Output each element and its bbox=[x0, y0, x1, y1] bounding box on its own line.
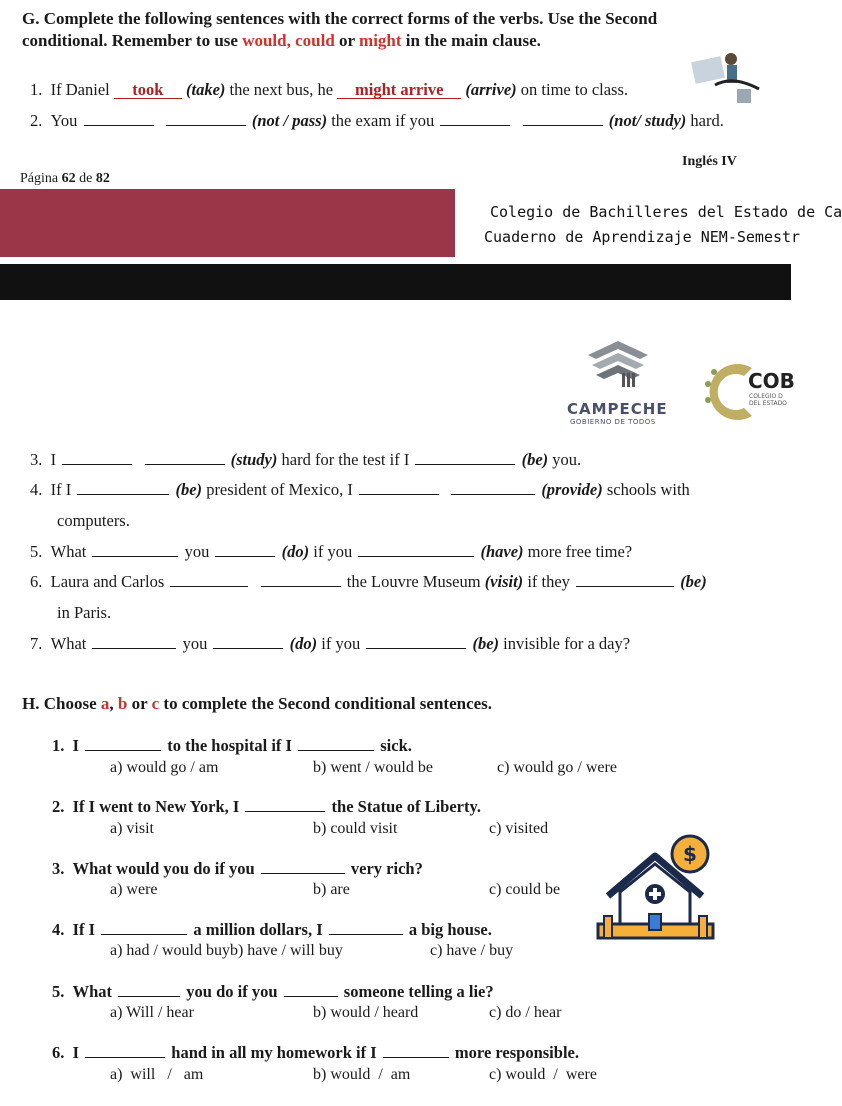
answer-blank[interactable] bbox=[415, 450, 515, 465]
answer-blank[interactable] bbox=[213, 634, 283, 649]
item-text: If I bbox=[50, 480, 72, 499]
h-question-6 bbox=[52, 1043, 579, 1063]
answer-blank[interactable] bbox=[298, 736, 374, 751]
verb-hint: (have) bbox=[480, 542, 524, 561]
h-question-3 bbox=[52, 859, 423, 879]
answer-blank[interactable]: took bbox=[114, 82, 182, 99]
section-g-letter: G. bbox=[22, 9, 40, 28]
item-text: What bbox=[50, 542, 87, 561]
answer-blank[interactable]: might arrive bbox=[337, 82, 461, 99]
option-a[interactable]: a) Will / hear bbox=[110, 1004, 194, 1021]
answer-blank[interactable] bbox=[84, 111, 154, 126]
answer-blank[interactable] bbox=[576, 572, 674, 587]
option-c[interactable]: c) have / buy bbox=[430, 942, 514, 959]
h-question-5 bbox=[52, 982, 494, 1002]
option-b[interactable]: b) went / would be bbox=[313, 759, 433, 776]
page-total: 82 bbox=[95, 171, 110, 186]
institution-name: Colegio de Bachilleres del Estado de Ca bbox=[490, 203, 842, 221]
question-number: 5. bbox=[52, 982, 65, 1001]
question-number: 3. bbox=[52, 859, 65, 878]
verb-hint: (do) bbox=[281, 542, 310, 561]
item-text: hard for the test if I bbox=[281, 450, 410, 469]
g-item-5 bbox=[30, 542, 632, 562]
instr-line-1: Complete the following sentences with the correct forms of the verbs. Use the Second bbox=[43, 9, 658, 28]
g-item-2 bbox=[30, 111, 724, 131]
item-number: 3. bbox=[30, 450, 43, 469]
verb-hint: (do) bbox=[289, 634, 318, 653]
cobach-name: COB bbox=[748, 369, 795, 393]
answer-blank[interactable] bbox=[170, 572, 248, 587]
answer-blank[interactable] bbox=[440, 111, 510, 126]
question-text: the Statue of Liberty. bbox=[331, 797, 481, 816]
answer-blank[interactable] bbox=[451, 480, 535, 495]
option-a[interactable]: a) would go / am bbox=[110, 759, 219, 776]
verb-hint: (take) bbox=[185, 80, 226, 99]
answer-blank[interactable] bbox=[85, 736, 161, 751]
item-text: you. bbox=[552, 450, 582, 469]
item-number: 4. bbox=[30, 480, 43, 499]
instr-text: or bbox=[127, 694, 152, 713]
instr-text: to complete the Second conditional sentences. bbox=[159, 694, 493, 713]
question-text: I bbox=[72, 736, 80, 755]
question-text: What bbox=[72, 982, 113, 1001]
answer-blank[interactable] bbox=[145, 450, 225, 465]
verb-hint: (be) bbox=[175, 480, 203, 499]
question-number: 1. bbox=[52, 736, 65, 755]
cobach-subtitle-1: COLEGIO D bbox=[749, 393, 783, 400]
item-number: 2. bbox=[30, 111, 43, 130]
item-number: 6. bbox=[30, 572, 43, 591]
question-text: to the hospital if I bbox=[167, 736, 292, 755]
g-item-1 bbox=[30, 80, 628, 100]
answer-blank[interactable] bbox=[101, 920, 187, 935]
verb-hint: (be) bbox=[521, 450, 549, 469]
subject-label: Inglés IV bbox=[682, 154, 737, 169]
header-banner-panel bbox=[455, 189, 791, 257]
g-item-4-cont: computers. bbox=[57, 511, 130, 530]
item-text: Laura and Carlos bbox=[50, 572, 165, 591]
question-text: hand in all my homework if I bbox=[171, 1043, 377, 1062]
g-item-6 bbox=[30, 572, 707, 592]
question-text: a big house. bbox=[408, 920, 492, 939]
dark-divider-bar bbox=[0, 264, 791, 300]
page-number bbox=[20, 171, 110, 187]
answer-blank[interactable] bbox=[366, 634, 466, 649]
item-text: hard. bbox=[690, 111, 724, 130]
option-a[interactable]: a) visit bbox=[110, 820, 154, 837]
option-b[interactable]: b) would / am bbox=[313, 1066, 411, 1083]
item-text: If Daniel bbox=[50, 80, 110, 99]
question-number: 4. bbox=[52, 920, 65, 939]
verb-hint: (be) bbox=[472, 634, 500, 653]
item-text: on time to class. bbox=[520, 80, 629, 99]
svg-text:$: $ bbox=[683, 842, 697, 866]
instr-or: or bbox=[334, 31, 360, 50]
verb-hint: (study) bbox=[230, 450, 278, 469]
item-text: You bbox=[50, 111, 78, 130]
answer-blank[interactable] bbox=[523, 111, 603, 126]
question-number: 6. bbox=[52, 1043, 65, 1062]
student-clipart-icon bbox=[685, 45, 765, 107]
item-number: 7. bbox=[30, 634, 43, 653]
question-number: 2. bbox=[52, 797, 65, 816]
verb-hint: (visit) bbox=[484, 572, 524, 591]
option-a[interactable]: a) will / am bbox=[110, 1066, 204, 1083]
verb-hint: (be) bbox=[680, 572, 707, 591]
option-b[interactable]: b) would / heard bbox=[313, 1004, 419, 1021]
item-text: schools with bbox=[606, 480, 690, 499]
option-b[interactable]: b) could visit bbox=[313, 820, 398, 837]
answer-blank[interactable] bbox=[383, 1043, 449, 1058]
h-question-1 bbox=[52, 736, 412, 756]
item-text: I bbox=[50, 450, 57, 469]
cobach-subtitle-2: DEL ESTADO bbox=[749, 400, 787, 407]
item-text: the Louvre Museum bbox=[346, 572, 481, 591]
option-c[interactable]: c) could be bbox=[489, 881, 561, 898]
option-b[interactable]: b) are bbox=[313, 881, 350, 898]
item-text: president of Mexico, I bbox=[206, 480, 353, 499]
g-item-4 bbox=[30, 480, 690, 500]
page-current: 62 bbox=[61, 171, 76, 186]
answer-blank[interactable] bbox=[77, 480, 169, 495]
item-text: if you bbox=[313, 542, 353, 561]
answer-blank[interactable] bbox=[62, 450, 132, 465]
instr-text: Choose bbox=[43, 694, 101, 713]
verb-hint: (not/ study) bbox=[608, 111, 687, 130]
answer-blank[interactable] bbox=[245, 797, 325, 812]
question-text: a million dollars, I bbox=[193, 920, 323, 939]
keyword-might: might bbox=[359, 31, 402, 50]
answer-blank[interactable] bbox=[85, 1043, 165, 1058]
question-text: I bbox=[72, 1043, 80, 1062]
item-text: the next bus, he bbox=[229, 80, 334, 99]
item-number: 1. bbox=[30, 80, 43, 99]
section-h-instructions bbox=[22, 694, 492, 714]
question-text: What would you do if you bbox=[72, 859, 255, 878]
answer-blank[interactable] bbox=[329, 920, 403, 935]
option-b-letter: b bbox=[117, 694, 128, 713]
item-text: invisible for a day? bbox=[503, 634, 631, 653]
option-a-b[interactable]: a) had / would buyb) have / will buy bbox=[110, 942, 343, 959]
answer-blank[interactable] bbox=[284, 982, 338, 997]
item-text: the exam if you bbox=[331, 111, 435, 130]
g-item-6-cont: in Paris. bbox=[57, 603, 112, 622]
option-c[interactable]: c) visited bbox=[489, 820, 549, 837]
keyword-would-could: would, could bbox=[242, 31, 335, 50]
page-of: de bbox=[79, 171, 93, 186]
option-c-letter: c bbox=[151, 694, 160, 713]
g-item-7 bbox=[30, 634, 630, 654]
item-number: 5. bbox=[30, 542, 43, 561]
instr-end: in the main clause. bbox=[401, 31, 541, 50]
question-text: If I bbox=[72, 920, 96, 939]
question-text: sick. bbox=[380, 736, 412, 755]
item-text: if they bbox=[527, 572, 570, 591]
instr-text: , bbox=[109, 694, 118, 713]
answer-blank[interactable] bbox=[261, 859, 345, 874]
option-c[interactable]: c) would go / were bbox=[497, 759, 617, 776]
instr-line-2: conditional. Remember to use bbox=[22, 31, 243, 50]
verb-hint: (not / pass) bbox=[251, 111, 328, 130]
question-text: very rich? bbox=[350, 859, 423, 878]
answer-blank[interactable] bbox=[359, 480, 439, 495]
section-g-instructions bbox=[22, 8, 782, 52]
verb-hint: (provide) bbox=[541, 480, 603, 499]
campeche-subtitle: GOBIERNO DE TODOS bbox=[570, 418, 656, 426]
item-text: more free time? bbox=[527, 542, 633, 561]
section-h-letter: H. bbox=[22, 694, 40, 713]
answer-blank[interactable] bbox=[92, 542, 178, 557]
page-label: Página bbox=[20, 171, 59, 186]
answer-blank[interactable] bbox=[92, 634, 176, 649]
question-text: If I went to New York, I bbox=[72, 797, 240, 816]
house-money-icon bbox=[598, 826, 713, 951]
answer-blank[interactable] bbox=[358, 542, 474, 557]
question-text: someone telling a lie? bbox=[343, 982, 494, 1001]
h-question-4 bbox=[52, 920, 492, 940]
question-text: you do if you bbox=[186, 982, 278, 1001]
option-c[interactable]: c) would / were bbox=[489, 1066, 597, 1083]
verb-hint: (arrive) bbox=[465, 80, 517, 99]
notebook-title: Cuaderno de Aprendizaje NEM-Semestr bbox=[484, 228, 801, 246]
option-a-letter: a bbox=[100, 694, 110, 713]
campeche-logo-icon bbox=[578, 335, 658, 395]
option-a[interactable]: a) were bbox=[110, 881, 158, 898]
answer-blank[interactable] bbox=[261, 572, 341, 587]
item-text: What bbox=[50, 634, 87, 653]
answer-blank[interactable] bbox=[215, 542, 275, 557]
item-text: you bbox=[182, 634, 208, 653]
option-c[interactable]: c) do / hear bbox=[489, 1004, 562, 1021]
g-item-3 bbox=[30, 450, 581, 470]
h-question-2 bbox=[52, 797, 481, 817]
item-text: if you bbox=[321, 634, 361, 653]
answer-blank[interactable] bbox=[118, 982, 180, 997]
item-text: you bbox=[184, 542, 210, 561]
answer-blank[interactable] bbox=[166, 111, 246, 126]
campeche-name: CAMPECHE bbox=[567, 400, 668, 418]
question-text: more responsible. bbox=[454, 1043, 579, 1062]
